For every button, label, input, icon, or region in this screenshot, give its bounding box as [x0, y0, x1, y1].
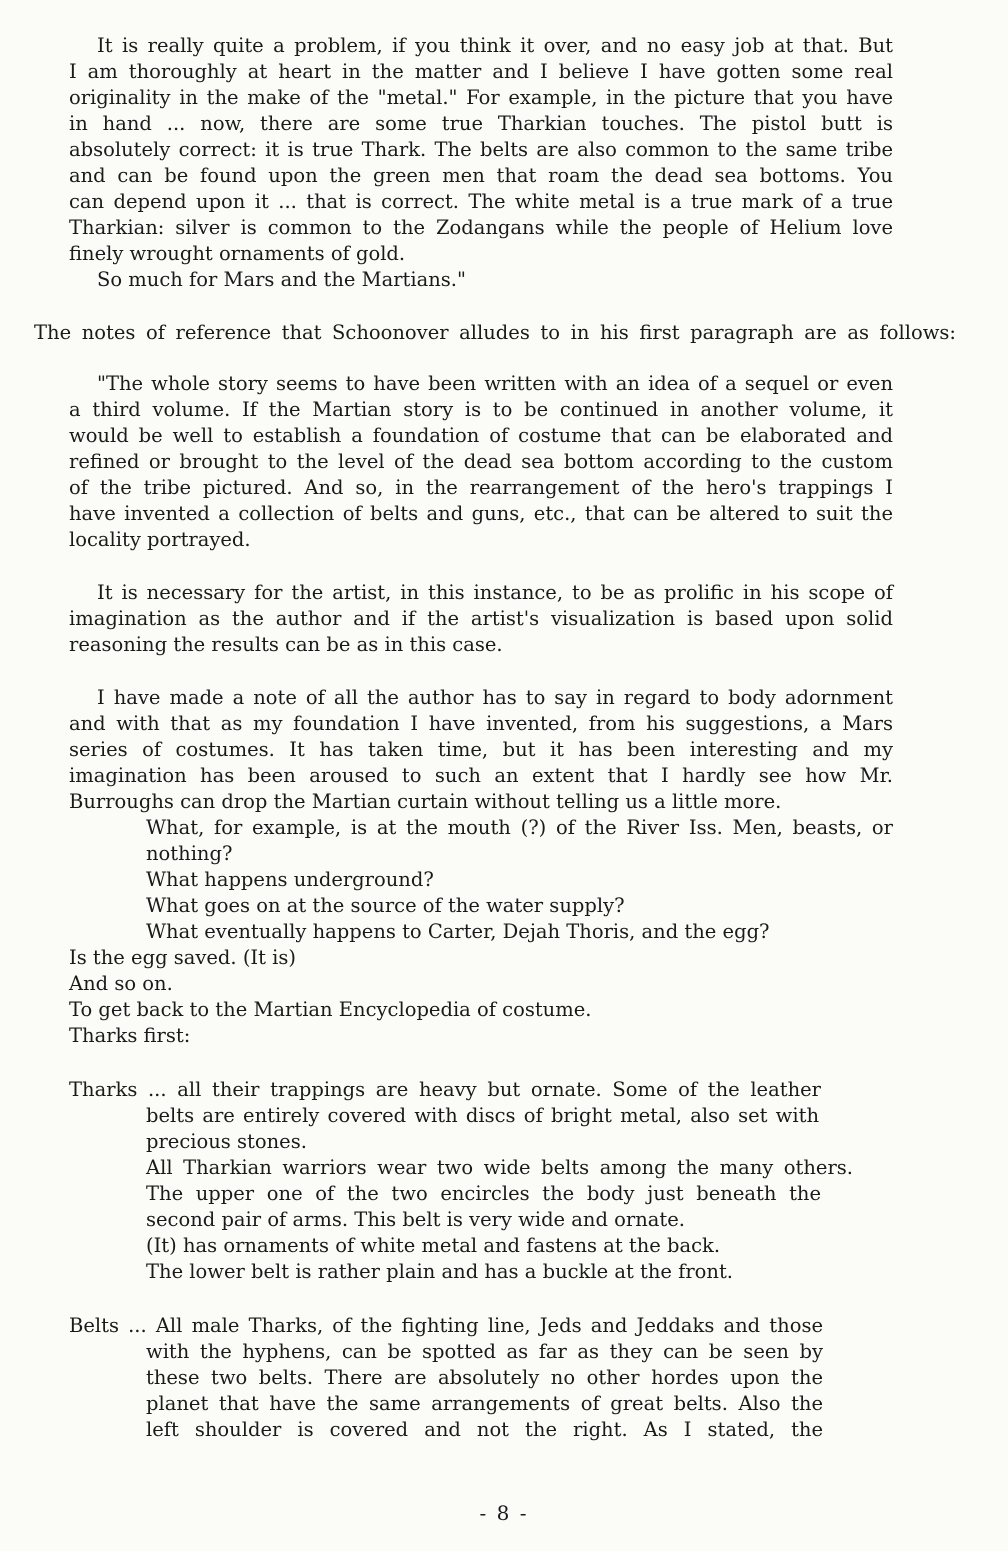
text-line: (It) has ornaments of white metal and fastens at the back. [146, 1234, 721, 1257]
text-line: "The whole story seems to have been written with an idea of a sequel or even [97, 372, 893, 395]
text-line: Is the egg saved. (It is) [69, 946, 297, 969]
text-line: and with that as my foundation I have invented, from his suggestions, a Mars [69, 712, 893, 735]
text-line: these two belts. There are absolutely no other hordes upon the [146, 1366, 823, 1389]
text-line: reasoning the results can be as in this case. [69, 633, 503, 656]
text-line: Belts ... All male Tharks, of the fighting line, Jeds and Jeddaks and those [69, 1314, 823, 1337]
text-line: with the hyphens, can be spotted as far as they can be seen by [146, 1340, 823, 1363]
text-line: second pair of arms. This belt is very wide and ornate. [146, 1208, 685, 1231]
text-line: What, for example, is at the mouth (?) of the River Iss. Men, beasts, or [146, 816, 893, 839]
text-line: finely wrought ornaments of gold. [69, 242, 406, 265]
text-line: Tharks first: [69, 1024, 191, 1047]
text-line: And so on. [69, 972, 173, 995]
page-number: - 8 - [479, 1501, 529, 1525]
text-line: originality in the make of the "metal." For example, in the picture that you have [69, 86, 893, 109]
text-line: What goes on at the source of the water supply? [146, 894, 625, 917]
text-line: a third volume. If the Martian story is to be continued in another volume, it [69, 398, 893, 421]
text-line: It is necessary for the artist, in this instance, to be as prolific in his scope of [97, 581, 893, 604]
text-line: locality portrayed. [69, 528, 251, 551]
text-line: I have made a note of all the author has to say in regard to body adornment [97, 686, 893, 709]
text-line: To get back to the Martian Encyclopedia of costume. [69, 998, 592, 1021]
text-line: Burroughs can drop the Martian curtain without telling us a little more. [69, 790, 782, 813]
text-line: imagination as the author and if the artist's visualization is based upon solid [69, 607, 893, 630]
text-line: of the tribe pictured. And so, in the rearrangement of the hero's trappings I [69, 476, 893, 499]
text-line: have invented a collection of belts and guns, etc., that can be altered to suit the [69, 502, 893, 525]
text-line: and can be found upon the green men that roam the dead sea bottoms. You [69, 164, 893, 187]
text-line: nothing? [146, 842, 233, 865]
text-line: series of costumes. It has taken time, but it has been interesting and my [69, 738, 893, 761]
text-line: imagination has been aroused to such an extent that I hardly see how Mr. [69, 764, 893, 787]
text-line: can depend upon it ... that is correct. The white metal is a true mark of a true [69, 190, 893, 213]
text-line: left shoulder is covered and not the right. As I stated, the [146, 1418, 823, 1441]
text-line: I am thoroughly at heart in the matter and I believe I have gotten some real [69, 60, 893, 83]
text-line: in hand ... now, there are some true Tharkian touches. The pistol butt is [69, 112, 893, 135]
text-line: precious stones. [146, 1130, 307, 1153]
text-line: refined or brought to the level of the dead sea bottom according to the custom [69, 450, 893, 473]
text-line: The lower belt is rather plain and has a buckle at the front. [146, 1260, 734, 1283]
text-line: It is really quite a problem, if you think it over, and no easy job at that. But [97, 34, 893, 57]
text-line: Tharks ... all their trappings are heavy but ornate. Some of the leather [69, 1078, 821, 1101]
text-line: What eventually happens to Carter, Dejah Thoris, and the egg? [146, 920, 770, 943]
text-line: planet that have the same arrangements of great belts. Also the [146, 1392, 823, 1415]
text-line: So much for Mars and the Martians." [97, 268, 466, 291]
text-line: would be well to establish a foundation of costume that can be elaborated and [69, 424, 893, 447]
intro-line: The notes of reference that Schoonover alludes to in his first paragraph are as follows: [34, 321, 956, 344]
text-line: absolutely correct: it is true Thark. The belts are also common to the same tribe [69, 138, 893, 161]
text-line: The upper one of the two encircles the body just beneath the [146, 1182, 821, 1205]
text-line: What happens underground? [146, 868, 434, 891]
text-line: All Tharkian warriors wear two wide belts among the many others. [146, 1156, 853, 1179]
text-line: Tharkian: silver is common to the Zodangans while the people of Helium love [69, 216, 893, 239]
text-line: belts are entirely covered with discs of bright metal, also set with [146, 1104, 819, 1127]
